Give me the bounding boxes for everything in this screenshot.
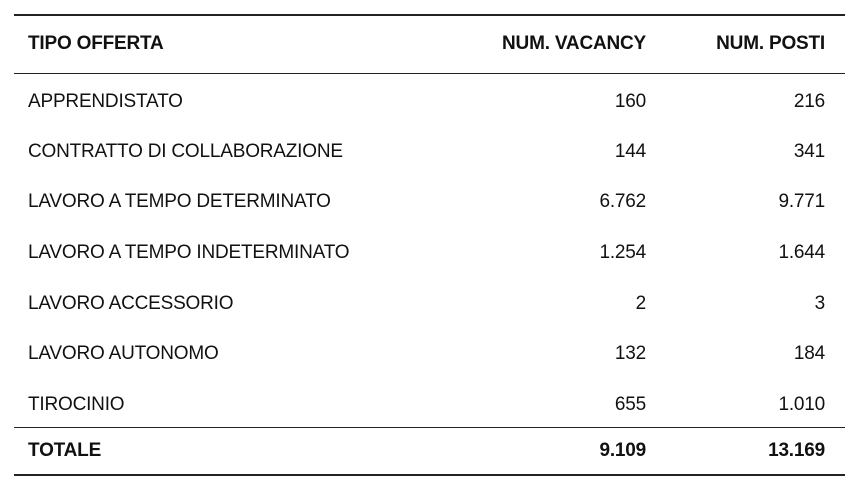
total-num-posti: 13.169 <box>768 439 825 461</box>
header-num-vacancy: NUM. VACANCY <box>502 33 646 55</box>
table-footer <box>14 427 845 475</box>
row-num-posti: 341 <box>793 140 825 162</box>
header-row <box>14 15 845 73</box>
row-offer-type: CONTRATTO DI COLLABORAZIONE <box>28 140 343 162</box>
table-row <box>14 275 845 326</box>
row-num-posti: 216 <box>793 90 825 112</box>
table-row <box>14 225 845 276</box>
row-offer-type: LAVORO ACCESSORIO <box>28 292 234 314</box>
row-num-vacancy: 6.762 <box>599 191 646 213</box>
row-num-posti: 1.010 <box>778 393 825 415</box>
table-row <box>14 124 845 175</box>
offer-table-container <box>14 14 845 476</box>
table-row <box>14 326 845 377</box>
row-offer-type: LAVORO A TEMPO INDETERMINATO <box>28 242 350 264</box>
row-num-vacancy: 144 <box>614 140 646 162</box>
table-row <box>14 377 845 428</box>
header-num-posti: NUM. POSTI <box>716 33 825 55</box>
total-row <box>14 427 845 475</box>
table-row <box>14 73 845 124</box>
row-num-posti: 3 <box>814 292 825 314</box>
row-num-vacancy: 655 <box>614 393 646 415</box>
row-num-vacancy: 160 <box>614 90 646 112</box>
header-offer-type: TIPO OFFERTA <box>28 33 164 55</box>
offer-type-table <box>14 14 845 476</box>
row-num-vacancy: 2 <box>635 292 646 314</box>
row-offer-type: LAVORO AUTONOMO <box>28 343 219 365</box>
row-offer-type: LAVORO A TEMPO DETERMINATO <box>28 191 331 213</box>
table-header <box>14 15 845 73</box>
row-num-posti: 9.771 <box>778 191 825 213</box>
row-num-posti: 184 <box>793 343 825 365</box>
row-offer-type: APPRENDISTATO <box>28 90 183 112</box>
row-num-vacancy: 1.254 <box>599 242 646 264</box>
table-row <box>14 174 845 225</box>
row-offer-type: TIROCINIO <box>28 393 125 415</box>
total-label: TOTALE <box>28 439 102 461</box>
total-num-vacancy: 9.109 <box>599 439 646 461</box>
row-num-vacancy: 132 <box>614 343 646 365</box>
row-num-posti: 1.644 <box>778 242 825 264</box>
table-body <box>14 73 845 427</box>
